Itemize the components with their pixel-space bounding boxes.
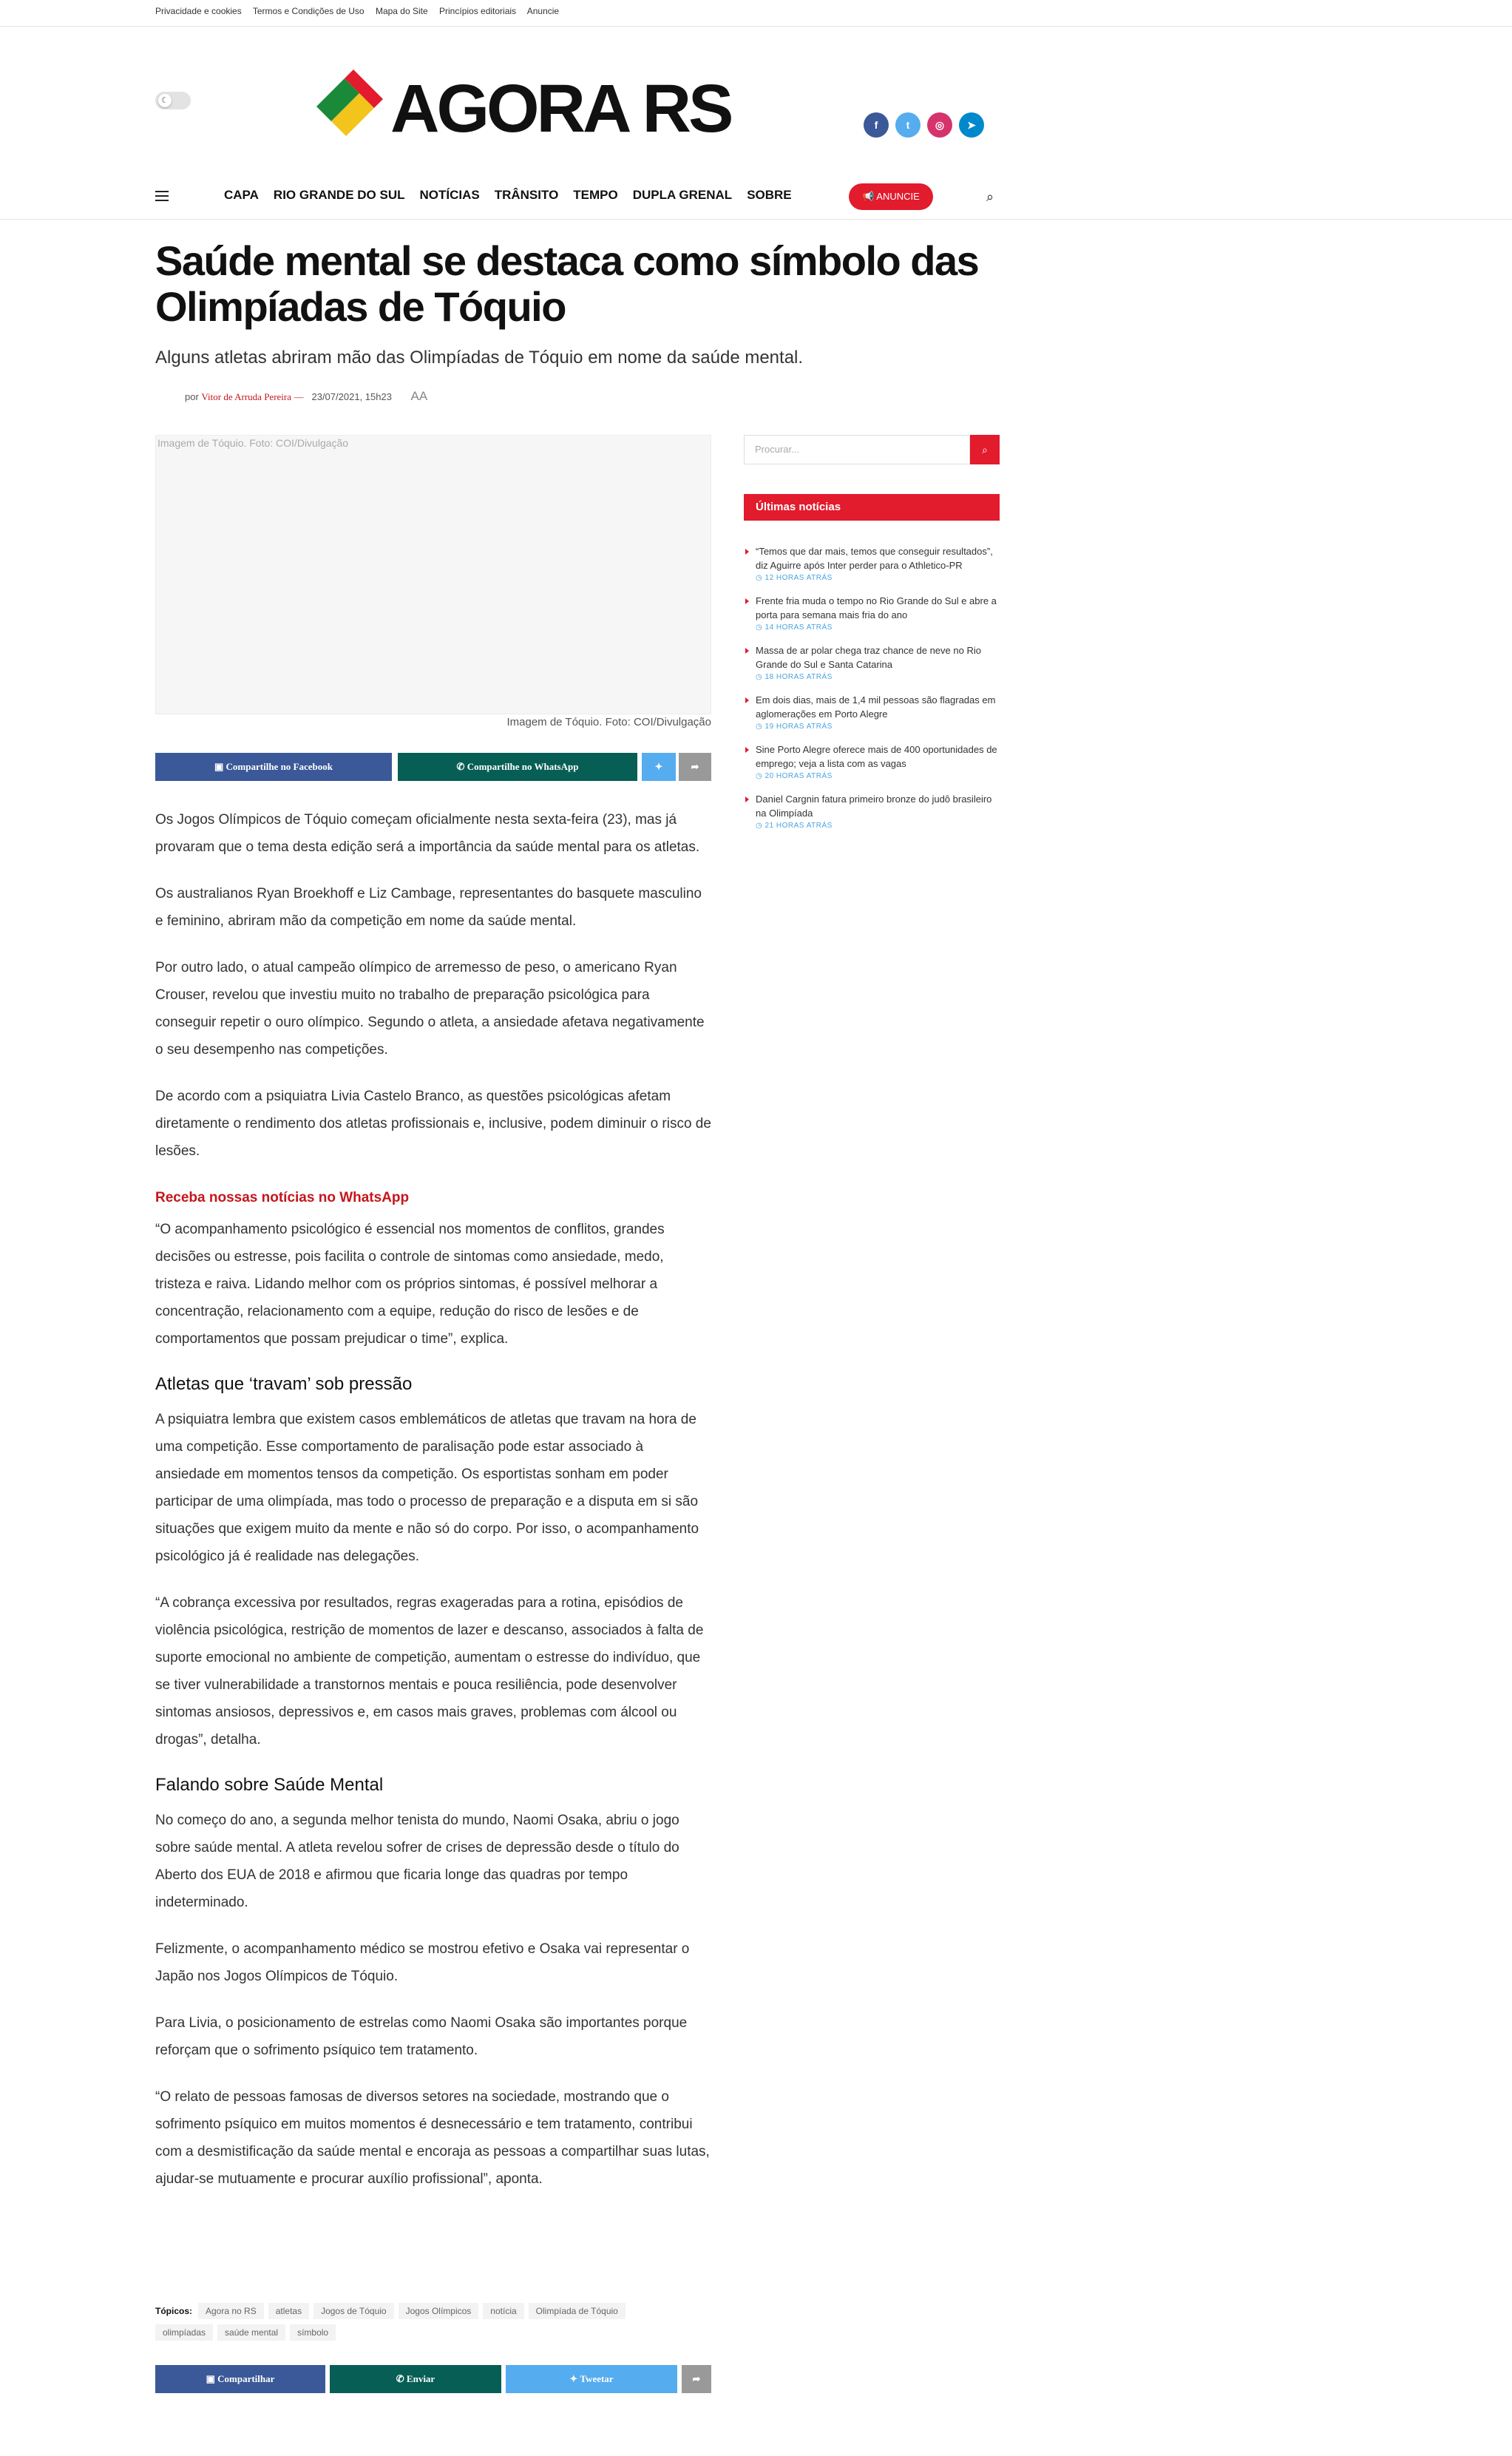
- menu-icon[interactable]: [155, 191, 169, 201]
- tag-item[interactable]: Jogos Olímpicos: [399, 2303, 479, 2319]
- site-logo[interactable]: [311, 64, 754, 167]
- share-icon: ➦: [692, 2373, 701, 2384]
- share-more-button[interactable]: [679, 753, 711, 781]
- share-twitter-button[interactable]: [642, 753, 676, 781]
- news-title[interactable]: “Temos que dar mais, temos que conseguir resultados”, diz Aguirre após Inter perder para o Athletico-PR: [756, 546, 993, 571]
- share-whatsapp-label: Enviar: [406, 2373, 435, 2384]
- anuncie-button[interactable]: [849, 183, 933, 210]
- featured-image: [155, 435, 711, 714]
- sidebar-search-input[interactable]: Procurar...: [744, 435, 970, 464]
- share-twitter-button[interactable]: [506, 2365, 677, 2393]
- nav-item-tempo[interactable]: TEMPO: [573, 188, 618, 202]
- twitter-icon: ✦: [569, 2373, 580, 2384]
- tag-item[interactable]: símbolo: [290, 2324, 336, 2341]
- news-title[interactable]: Sine Porto Alegre oferece mais de 400 oportunidades de emprego; veja a lista com as vagas: [756, 744, 997, 769]
- nav-item-rio-grande-do-sul[interactable]: RIO GRANDE DO SUL: [273, 188, 405, 202]
- news-time: ◷ 21 HORAS ATRÁS: [756, 822, 833, 830]
- section-heading: Falando sobre Saúde Mental: [155, 1775, 384, 1795]
- nav-item-capa[interactable]: CAPA: [224, 188, 259, 202]
- share-bar-top: [155, 753, 711, 781]
- tags-label: Tópicos:: [155, 2306, 192, 2316]
- news-title[interactable]: Frente fria muda o tempo no Rio Grande do Sul e abre a porta para semana mais fria do ano: [756, 595, 997, 620]
- search-icon[interactable]: ⌕: [986, 189, 994, 204]
- link-editorial[interactable]: Princípios editoriais: [439, 6, 517, 16]
- list-item[interactable]: [744, 594, 1000, 632]
- twitter-icon: ✦: [654, 761, 663, 772]
- nav-item-dupla-grenal[interactable]: DUPLA GRENAL: [632, 188, 733, 202]
- share-whatsapp-button[interactable]: [330, 2365, 501, 2393]
- tags-list: [155, 2301, 711, 2344]
- link-privacy[interactable]: Privacidade e cookies: [155, 6, 242, 16]
- list-item[interactable]: [744, 742, 1000, 780]
- main-nav: [0, 175, 1512, 220]
- search-icon[interactable]: ⌕: [970, 435, 1000, 464]
- by-label: por: [185, 391, 199, 402]
- paragraph: Os australianos Ryan Broekhoff e Liz Cambage, representantes do basquete masculino e feminino, abriram mão da competição em nome da saúde mental.: [155, 886, 702, 929]
- tag-item[interactable]: atletas: [268, 2303, 309, 2319]
- logo-text: AGORA RS: [390, 71, 731, 146]
- news-time: ◷ 14 HORAS ATRÁS: [756, 623, 833, 632]
- paragraph: A psiquiatra lembra que existem casos emblemáticos de atletas que travam na hora de uma competição. Esse comportamento de paralisação pode estar associado à ansiedade em momentos tensos da competição. Os esportistas sonham em poder participar de uma olimpíada, mas todo o processo de preparação e a disputa em si são situações que exigem muito da mente e não só do corpo. Por isso, o acompanhamento psicológico já é realidade nas delegações.: [155, 1412, 699, 1564]
- section-heading: Atletas que ‘travam’ sob pressão: [155, 1374, 413, 1394]
- share-more-button[interactable]: [682, 2365, 711, 2393]
- whatsapp-icon: ✆: [456, 761, 467, 772]
- list-item[interactable]: [744, 544, 1000, 582]
- nav-item-noticias[interactable]: NOTÍCIAS: [419, 188, 480, 202]
- article-subtitle: Alguns atletas abriram mão das Olimpíadas de Tóquio em nome da saúde mental.: [155, 348, 804, 368]
- news-time: ◷ 19 HORAS ATRÁS: [756, 723, 833, 731]
- latest-news-list: [744, 544, 1000, 842]
- paragraph: No começo do ano, a segunda melhor tenista do mundo, Naomi Osaka, abriu o jogo sobre saúde mental. A atleta revelou sofrer de crises de depressão desde o título do Aberto dos EUA de 2018 e afirmou que ficaria longe das quadras por tempo indeterminado.: [155, 1813, 679, 1910]
- whatsapp-link[interactable]: Receba nossas notícias no WhatsApp: [155, 1190, 410, 1205]
- news-title[interactable]: Massa de ar polar chega traz chance de neve no Rio Grande do Sul e Santa Catarina: [756, 645, 981, 670]
- news-title[interactable]: Daniel Cargnin fatura primeiro bronze do judô brasileiro na Olimpíada: [756, 794, 992, 819]
- logo-mark-icon: [311, 64, 390, 145]
- article-body: [155, 806, 711, 2212]
- anuncie-label: ANUNCIE: [876, 191, 920, 202]
- moon-icon: ☾: [158, 94, 172, 107]
- facebook-icon: ▣: [214, 761, 226, 772]
- link-sitemap[interactable]: Mapa do Site: [375, 6, 428, 16]
- paragraph: De acordo com a psiquiatra Livia Castelo Branco, as questões psicológicas afetam diretamente o rendimento dos atletas profissionais e, inclusive, podem diminuir o risco de lesões.: [155, 1089, 711, 1159]
- whatsapp-icon: ✆: [396, 2373, 407, 2384]
- paragraph: “O acompanhamento psicológico é essencial nos momentos de conflitos, grandes decisões ou estresse, pois facilita o controle de sintomas como ansiedade, medo, tristeza e raiva. Lidando melhor com os próprios sintomas, é possível melhorar a concentração, relacionamento com a equipe, redução do risco de lesões e de comportamentos que possam prejudicar o time”, explica.: [155, 1222, 665, 1347]
- dark-mode-toggle[interactable]: [155, 92, 191, 109]
- tag-item[interactable]: notícia: [483, 2303, 523, 2319]
- share-bar-bottom: [155, 2365, 711, 2393]
- paragraph: Para Livia, o posicionamento de estrelas como Naomi Osaka são importantes porque reforçam que o sofrimento psíquico tem tratamento.: [155, 2015, 688, 2058]
- instagram-icon[interactable]: ◎: [927, 112, 952, 138]
- article-date: 23/07/2021, 15h23: [311, 391, 392, 402]
- article-meta: [185, 389, 427, 404]
- article-title: Saúde mental se destaca como símbolo das Olimpíadas de Tóquio: [155, 237, 979, 330]
- paragraph: Felizmente, o acompanhamento médico se mostrou efetivo e Osaka vai representar o Japão nos Jogos Olímpicos de Tóquio.: [155, 1941, 690, 1984]
- twitter-icon[interactable]: t: [895, 112, 921, 138]
- site-header: [0, 27, 1512, 175]
- link-terms[interactable]: Termos e Condições de Uso: [252, 6, 365, 16]
- facebook-icon[interactable]: f: [864, 112, 889, 138]
- share-facebook-label: Compartilhar: [217, 2373, 275, 2384]
- widget-title: Últimas notícias: [744, 494, 1000, 521]
- share-whatsapp-label: Compartilhe no WhatsApp: [467, 761, 579, 772]
- news-time: ◷ 18 HORAS ATRÁS: [756, 673, 833, 681]
- image-alt-text: Imagem de Tóquio. Foto: COI/Divulgação: [157, 437, 349, 449]
- meta-dash: —: [294, 391, 304, 402]
- share-facebook-button[interactable]: [155, 2365, 325, 2393]
- nav-items: [224, 188, 807, 203]
- list-item[interactable]: [744, 643, 1000, 681]
- nav-item-sobre[interactable]: SOBRE: [747, 188, 792, 202]
- share-whatsapp-button[interactable]: [398, 753, 637, 781]
- share-icon: ➦: [691, 761, 699, 772]
- share-facebook-label: Compartilhe no Facebook: [226, 761, 333, 772]
- tag-item[interactable]: Olimpíada de Tóquio: [529, 2303, 626, 2319]
- news-time: ◷ 20 HORAS ATRÁS: [756, 772, 833, 780]
- tag-item[interactable]: Jogos de Tóquio: [313, 2303, 394, 2319]
- image-caption: Imagem de Tóquio. Foto: COI/Divulgação: [506, 716, 711, 728]
- share-twitter-label: Tweetar: [580, 2373, 614, 2384]
- nav-item-transito[interactable]: TRÂNSITO: [494, 188, 559, 202]
- tag-item[interactable]: olimpíadas: [155, 2324, 213, 2341]
- social-links: [864, 112, 991, 138]
- paragraph: Por outro lado, o atual campeão olímpico de arremesso de peso, o americano Ryan Crouser, revelou que investiu muito no trabalho de preparação psicológica para conseguir repetir o ouro olímpico. Segundo o atleta, a ansiedade afetava negativamente o seu desempenho nas competições.: [155, 960, 705, 1058]
- paragraph: “O relato de pessoas famosas de diversos setores na sociedade, mostrando que o sofrimento psíquico em muitos momentos é desnecessário e tem tratamento, contribui com a desmistificação da saúde mental e encoraja as pessoas a compartilhar suas lutas, ajudar-se mutuamente e procurar auxílio profissional”, aponta.: [155, 2089, 710, 2187]
- paragraph: “A cobrança excessiva por resultados, regras exageradas para a rotina, episódios de violência psicológica, restrição de momentos de lazer e descanso, associados à falta de suporte emocional no ambiente de competição, aumentam o estresse do indivíduo, que se tiver vulnerabilidade a transtornos mentais e pouca resiliência, pode desenvolver sintomas ansiosos, depressivos e, em casos mais graves, problemas com álcool ou drogas”, detalha.: [155, 1595, 704, 1748]
- telegram-icon[interactable]: ➤: [959, 112, 984, 138]
- news-time: ◷ 12 HORAS ATRÁS: [756, 574, 833, 582]
- list-item[interactable]: [744, 693, 1000, 731]
- top-bar: [0, 0, 1512, 27]
- top-links: [155, 6, 568, 16]
- paragraph: Os Jogos Olímpicos de Tóquio começam oficialmente nesta sexta-feira (23), mas já provaram que o tema desta edição será a importância da saúde mental para os atletas.: [155, 812, 700, 855]
- megaphone-icon: 📢: [862, 191, 877, 202]
- tag-item[interactable]: saúde mental: [217, 2324, 285, 2341]
- facebook-icon: ▣: [206, 2373, 218, 2384]
- tag-item[interactable]: Agora no RS: [198, 2303, 264, 2319]
- link-advertise[interactable]: Anuncie: [526, 6, 560, 16]
- list-item[interactable]: [744, 792, 1000, 830]
- share-facebook-button[interactable]: [155, 753, 392, 781]
- author-link[interactable]: Vitor de Arruda Pereira: [201, 391, 292, 402]
- font-size-toggle[interactable]: AA: [410, 389, 428, 403]
- news-title[interactable]: Em dois dias, mais de 1,4 mil pessoas são flagradas em aglomerações em Porto Alegre: [756, 694, 996, 720]
